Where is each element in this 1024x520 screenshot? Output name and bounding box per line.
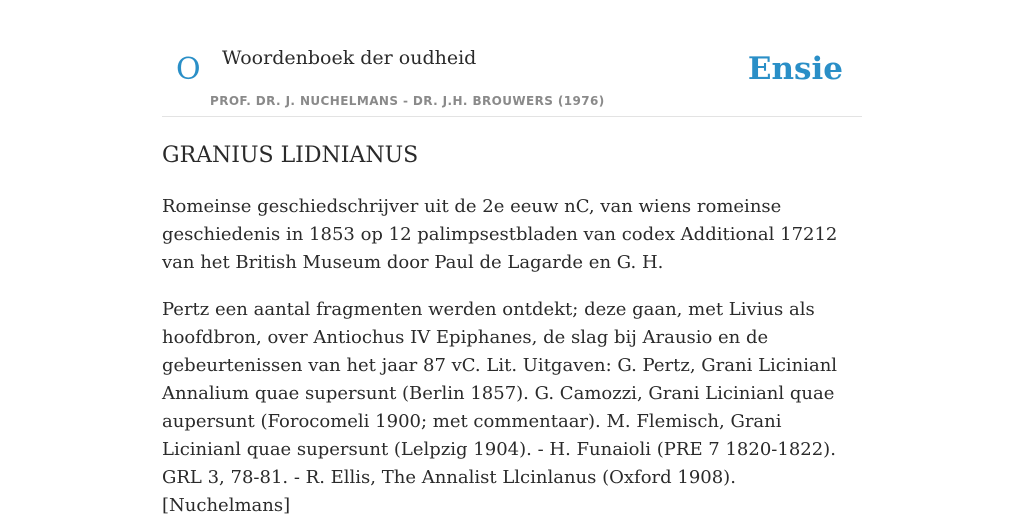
index-letter[interactable]: O bbox=[176, 52, 201, 87]
book-header bbox=[162, 0, 862, 117]
entry-paragraph-2: Pertz een aantal fragmenten werden ontdekt; deze gaan, met Livius als hoofdbron, over Antiochus IV Epiphanes, de slag bij Arausio en de gebeurtenissen van het jaar 87 vC. Lit. Uitgaven: G. Pertz, Grani Licinianl Annalium quae supersunt (Berlin 1857). G. Camozzi, Grani Licinianl quae aupersunt (Forocomeli 1900; met commentaar). M. Flemisch, Grani Licinianl quae supersunt (Lelpzig 1904). - H. Funaioli (PRE 7 1820-1822). GRL 3, 78-81. - R. Ellis, The Annalist Llcinlanus (Oxford 1908). [Nuchelmans] bbox=[162, 299, 838, 516]
ensie-logo-link[interactable]: Ensie bbox=[747, 51, 843, 87]
entry-paragraph-1: Romeinse geschiedschrijver uit de 2e eeuw nC, van wiens romeinse geschiedenis in 1853 op 12 palimpsestbladen van codex Additional 17212 van het British Museum door Paul de Lagarde en G. H. bbox=[162, 196, 838, 273]
page-container bbox=[162, 0, 862, 520]
book-title[interactable]: Woordenboek der oudheid bbox=[222, 47, 477, 69]
book-authors: PROF. DR. J. NUCHELMANS - DR. J.H. BROUWERS (1976) bbox=[210, 94, 605, 108]
entry-title: GRANIUS LIDNIANUS bbox=[162, 143, 419, 168]
